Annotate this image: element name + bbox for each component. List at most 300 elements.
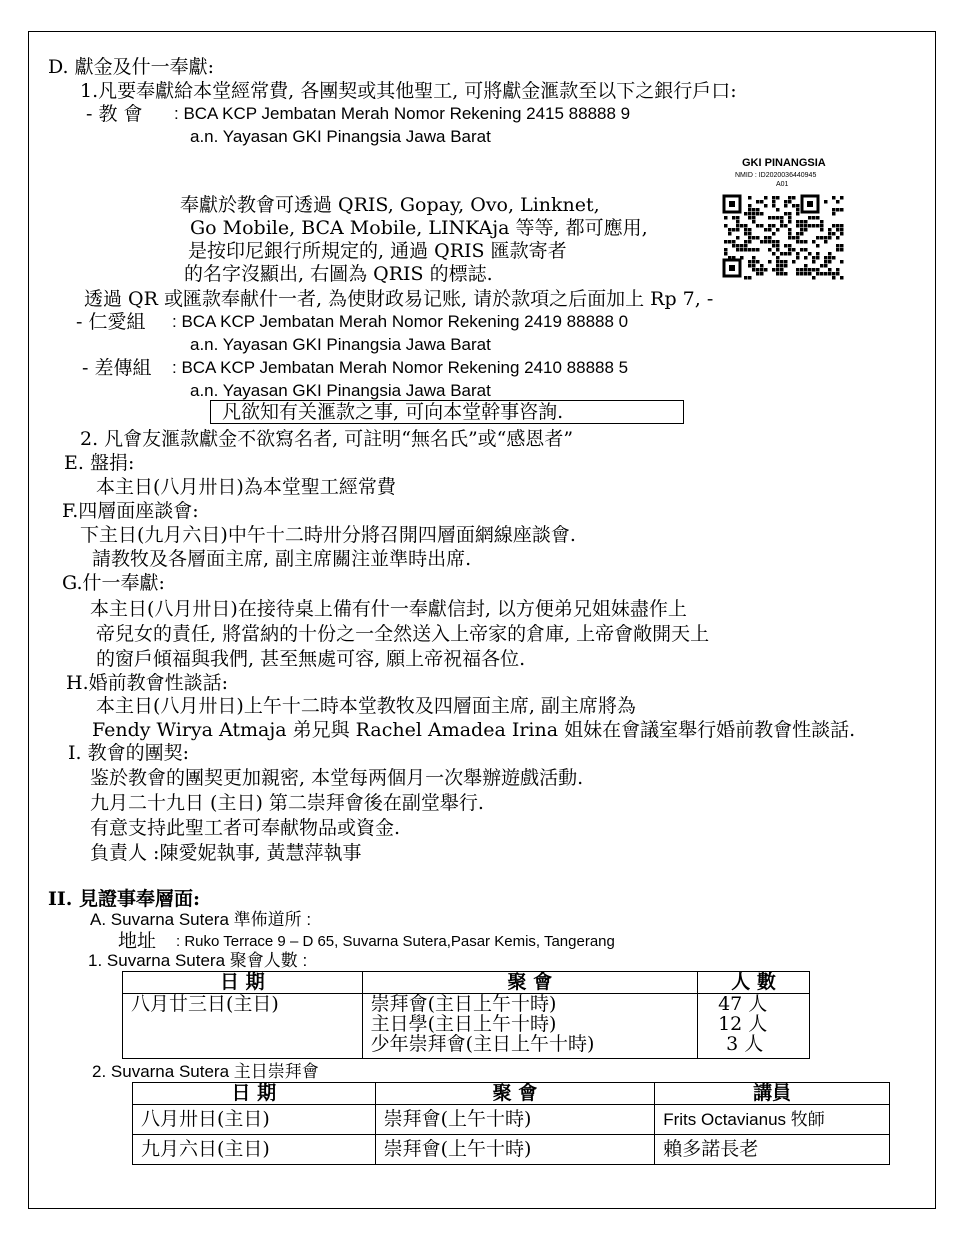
section-i-line3: 有意支持此聖工者可奉献物品或資金. — [90, 817, 401, 839]
qr-module — [752, 216, 756, 220]
section-f-heading: F.四層面座談會: — [62, 500, 199, 522]
section-i-line4: 負責人 :陳愛妮執事, 黃慧萍執事 — [90, 842, 362, 864]
qr-module — [764, 240, 768, 244]
qr-module — [744, 212, 748, 216]
qr-module — [804, 240, 808, 244]
qr-module — [752, 212, 756, 216]
section-i-line2: 九月二十九日 (主日) 第二崇拜會後在副堂舉行. — [90, 792, 484, 814]
qr-module — [792, 260, 796, 264]
address-label: 地址 — [118, 930, 157, 952]
qr-module — [772, 244, 776, 248]
qr-module — [800, 268, 804, 272]
qris-line-3: 是按印尼銀行所規定的, 通過 QRIS 匯款寄者 — [188, 240, 567, 262]
qr-module — [816, 216, 820, 220]
qr-module — [800, 220, 804, 224]
qr-module — [816, 244, 820, 248]
qr-module — [828, 256, 832, 260]
qr-module — [836, 200, 840, 204]
qr-module — [796, 220, 800, 224]
qr-module — [840, 228, 844, 232]
worship-speaker: 賴多諾長老 — [655, 1135, 890, 1165]
section-d-item2: 2. 凡會友滙款獻金不欲寫名者, 可註明“無名氏”或“感恩者” — [80, 428, 574, 450]
section-e-line1: 本主日(八月卅日)為本堂聖工經常費 — [96, 476, 396, 498]
qr-module — [724, 224, 728, 228]
qr-module — [748, 208, 752, 212]
qr-module — [836, 224, 840, 228]
qr-module — [744, 232, 748, 236]
qr-module — [820, 220, 824, 224]
church-account-bank: : BCA KCP Jembatan Merah Nomor Rekening 2415 88888 9 — [174, 104, 631, 123]
church-account-label: - 教 會 — [86, 103, 143, 125]
qr-module — [812, 216, 816, 220]
qr-module — [832, 276, 836, 280]
qr-module — [748, 196, 752, 200]
qr-module — [796, 212, 800, 216]
qr-module — [828, 252, 832, 256]
qr-module — [824, 256, 828, 260]
qr-module — [776, 216, 780, 220]
qr-module — [752, 260, 756, 264]
qr-module — [768, 260, 772, 264]
qr-module — [756, 212, 760, 216]
qr-module — [808, 268, 812, 272]
count-sunday-school: 12 人 — [718, 1013, 768, 1035]
qr-module — [792, 236, 796, 240]
qr-module — [836, 244, 840, 248]
qr-module — [756, 208, 760, 212]
qr-module — [796, 240, 800, 244]
qr-module — [832, 224, 836, 228]
qr-module — [748, 264, 752, 268]
qr-module — [760, 264, 764, 268]
qr-module — [796, 272, 800, 276]
qr-module — [792, 204, 796, 208]
qr-module — [804, 264, 808, 268]
qr-module — [824, 200, 828, 204]
qr-module — [836, 208, 840, 212]
qr-module — [824, 236, 828, 240]
qr-module — [744, 244, 748, 248]
qr-module — [832, 212, 836, 216]
qr-module — [740, 224, 744, 228]
qr-module — [768, 216, 772, 220]
qr-module — [732, 228, 736, 232]
qr-module — [788, 248, 792, 252]
qr-module — [812, 224, 816, 228]
qr-module — [808, 224, 812, 228]
qr-module — [800, 272, 804, 276]
qr-module — [768, 224, 772, 228]
section-d-item1: 1.凡要奉獻給本堂經常費, 各團契或其他聖工, 可將獻金滙款至以下之銀行戶口: — [80, 80, 737, 102]
church-account-name: a.n. Yayasan GKI Pinangsia Jawa Barat — [190, 127, 491, 146]
qr-module — [784, 272, 788, 276]
qr-module — [828, 272, 832, 276]
qr-module — [788, 220, 792, 224]
qr-module — [760, 240, 764, 244]
qr-module — [756, 248, 760, 252]
qr-module — [784, 224, 788, 228]
qr-module — [824, 264, 828, 268]
qr-module — [772, 224, 776, 228]
header-speaker: 講員 — [655, 1083, 890, 1105]
mission-account-label: - 差傳組 — [82, 357, 152, 379]
qr-module — [796, 268, 800, 272]
worship-date: 八月卅日(主日) — [133, 1105, 376, 1135]
qr-module — [796, 208, 800, 212]
attendance-table — [122, 971, 810, 1059]
qr-module — [768, 240, 772, 244]
qr-module — [840, 276, 844, 280]
qr-module — [840, 232, 844, 236]
worship-meeting: 崇拜會(上午十時) — [375, 1135, 655, 1165]
section-g-line3: 的窗戶傾福與我們, 甚至無處可容, 願上帝祝福各位. — [96, 648, 526, 670]
qr-module — [772, 196, 776, 200]
qr-module — [740, 248, 744, 252]
count-youth-worship: 3 人 — [726, 1033, 764, 1055]
qr-module — [776, 260, 780, 264]
qr-module — [784, 252, 788, 256]
section-g-line1: 本主日(八月卅日)在接待桌上備有什一奉獻信封, 以方便弟兄姐妹盡作上 — [90, 598, 687, 620]
attendance-table-title: 1. Suvarna Sutera 聚會人數 : — [88, 951, 308, 970]
qr-module — [784, 244, 788, 248]
qr-module — [792, 196, 796, 200]
qr-module — [780, 264, 784, 268]
worship-header-row — [133, 1083, 890, 1105]
qr-module — [756, 200, 760, 204]
qr-module — [760, 200, 764, 204]
attendance-date: 八月廿三日(主日) — [123, 994, 363, 1059]
qr-module — [828, 268, 832, 272]
qr-module — [748, 240, 752, 244]
qr-module — [736, 228, 740, 232]
qr-module — [804, 224, 808, 228]
qr-module — [832, 196, 836, 200]
qr-module — [832, 272, 836, 276]
qr-module — [812, 268, 816, 272]
qr-module — [760, 224, 764, 228]
qr-module — [772, 204, 776, 208]
qr-module — [776, 244, 780, 248]
address-value: : Ruko Terrace 9 – D 65, Suvarna Sutera,Pasar Kemis, Tangerang — [176, 933, 615, 950]
qr-module — [824, 272, 828, 276]
preaching-post-line: A. Suvarna Sutera 準佈道所 : — [90, 910, 312, 929]
meeting-worship: 崇拜會(主日上午十時) — [370, 993, 557, 1015]
qr-module — [824, 260, 828, 264]
qr-module — [796, 256, 800, 260]
meeting-sunday-school: 主日學(主日上午十時) — [370, 1013, 557, 1035]
qris-line-4: 的名字沒顯出, 右圖為 QRIS 的標誌. — [184, 263, 493, 285]
qr-module — [808, 252, 812, 256]
qr-module — [788, 252, 792, 256]
worship-schedule-table — [132, 1082, 890, 1165]
qr-module — [804, 272, 808, 276]
inquiry-notice: 凡欲知有关滙款之事, 可向本堂幹事咨詢. — [222, 401, 564, 423]
qr-module — [840, 208, 844, 212]
attendance-meetings — [362, 994, 697, 1059]
qr-module — [784, 260, 788, 264]
attendance-counts — [698, 994, 810, 1059]
qr-module — [812, 240, 816, 244]
love-account-name: a.n. Yayasan GKI Pinangsia Jawa Barat — [190, 335, 491, 354]
worship-meeting: 崇拜會(上午十時) — [375, 1105, 655, 1135]
qr-module — [752, 264, 756, 268]
tithe-note: 透過 QR 或匯款奉献什一者, 為使財政易记账, 请於款項之后面加上 Rp 7, - — [84, 288, 714, 310]
qr-module — [792, 248, 796, 252]
qr-module — [748, 248, 752, 252]
qr-module — [780, 268, 784, 272]
qr-module — [804, 256, 808, 260]
qr-module — [836, 248, 840, 252]
qr-module — [756, 236, 760, 240]
qr-module — [736, 244, 740, 248]
qr-module — [732, 240, 736, 244]
header-date: 日 期 — [133, 1083, 376, 1105]
qr-module — [780, 260, 784, 264]
qr-title: GKI PINANGSIA — [742, 157, 826, 169]
qr-module — [732, 216, 736, 220]
section-g-heading: G.什一奉獻: — [62, 572, 165, 594]
section-i-line1: 鉴於教會的團契更加親密, 本堂每两個月一次舉辦遊戲活動. — [90, 767, 584, 789]
qr-module — [724, 248, 728, 252]
qr-module — [736, 224, 740, 228]
meeting-youth-worship: 少年崇拜會(主日上午十時) — [370, 1033, 595, 1055]
qr-module — [788, 228, 792, 232]
qr-module — [732, 244, 736, 248]
section-i-heading: I. 教會的團契: — [68, 742, 189, 764]
qr-module — [816, 224, 820, 228]
qr-module — [784, 200, 788, 204]
qr-module — [768, 236, 772, 240]
count-worship: 47 人 — [718, 993, 768, 1015]
qr-module — [748, 204, 752, 208]
qr-module — [728, 232, 732, 236]
qr-module — [804, 248, 808, 252]
qr-module — [748, 260, 752, 264]
qr-module — [776, 240, 780, 244]
qr-module — [812, 260, 816, 264]
attendance-data-row — [123, 994, 810, 1059]
qr-module — [772, 240, 776, 244]
qr-module — [796, 224, 800, 228]
qr-module — [744, 224, 748, 228]
qr-module — [840, 248, 844, 252]
qr-module — [812, 276, 816, 280]
qr-module — [768, 248, 772, 252]
qr-module — [804, 268, 808, 272]
qr-module — [828, 260, 832, 264]
qr-module — [816, 272, 820, 276]
qr-module — [800, 224, 804, 228]
section-ii-heading: II. 見證事奉層面: — [48, 888, 201, 910]
qr-module — [752, 220, 756, 224]
section-h-line2: Fendy Wirya Atmaja 弟兄與 Rachel Amadea Irina 姐妹在會議室舉行婚前教會性談話. — [92, 719, 856, 741]
qr-nmid: NMID : ID2020036440945 — [735, 172, 817, 179]
qr-module — [800, 232, 804, 236]
qr-module — [796, 236, 800, 240]
qr-module — [764, 236, 768, 240]
qr-module — [780, 224, 784, 228]
qr-module — [828, 228, 832, 232]
qr-module — [760, 212, 764, 216]
qr-module — [796, 252, 800, 256]
qr-module — [780, 216, 784, 220]
qr-module — [744, 248, 748, 252]
qr-module — [776, 264, 780, 268]
qr-module — [788, 212, 792, 216]
qr-module — [828, 232, 832, 236]
qr-module — [756, 268, 760, 272]
qr-module — [784, 264, 788, 268]
qr-module — [796, 232, 800, 236]
qris-qr-code-icon — [722, 154, 844, 280]
qr-module — [744, 240, 748, 244]
qr-module — [760, 268, 764, 272]
qr-module — [812, 256, 816, 260]
qr-module — [816, 256, 820, 260]
section-h-heading: H.婚前教會性談話: — [66, 672, 229, 694]
qris-line-2: Go Mobile, BCA Mobile, LINKAja 等等, 都可應用, — [190, 217, 648, 239]
qr-module — [736, 220, 740, 224]
qr-module — [788, 244, 792, 248]
qr-module — [772, 200, 776, 204]
table-row — [133, 1105, 890, 1135]
qr-module — [732, 256, 736, 260]
qr-module — [832, 256, 836, 260]
love-account-bank: : BCA KCP Jembatan Merah Nomor Rekening 2419 88888 0 — [172, 312, 629, 331]
mission-account-bank: : BCA KCP Jembatan Merah Nomor Rekening 2410 88888 5 — [172, 358, 629, 377]
qr-module — [836, 228, 840, 232]
section-f-line1: 下主日(九月六日)中午十二時卅分將召開四層面網線座談會. — [80, 524, 576, 546]
qr-module — [736, 248, 740, 252]
qr-module — [800, 248, 804, 252]
qr-module — [840, 224, 844, 228]
qr-module — [788, 196, 792, 200]
qr-module — [756, 224, 760, 228]
qr-module — [816, 252, 820, 256]
qr-module — [768, 228, 772, 232]
qr-module — [776, 228, 780, 232]
qr-module — [756, 272, 760, 276]
worship-date: 九月六日(主日) — [133, 1135, 376, 1165]
qr-module — [744, 228, 748, 232]
qr-module — [816, 236, 820, 240]
qris-line-1: 奉獻於教會可透過 QRIS, Gopay, Ovo, Linknet, — [180, 194, 600, 216]
qr-module — [836, 272, 840, 276]
qr-module — [764, 204, 768, 208]
mission-account-name: a.n. Yayasan GKI Pinangsia Jawa Barat — [190, 381, 491, 400]
qr-module — [728, 240, 732, 244]
qr-module — [804, 220, 808, 224]
table-row — [133, 1135, 890, 1165]
qr-module — [776, 272, 780, 276]
qr-module — [752, 268, 756, 272]
qr-module — [776, 256, 780, 260]
qr-module — [828, 236, 832, 240]
qr-module — [780, 272, 784, 276]
section-d-heading: D. 獻金及什一奉獻: — [48, 56, 215, 78]
qr-module — [776, 196, 780, 200]
worship-table-title: 2. Suvarna Sutera 主日崇拜會 — [92, 1062, 319, 1081]
qr-module — [760, 272, 764, 276]
qr-module — [824, 240, 828, 244]
qr-module — [796, 204, 800, 208]
qr-module — [748, 276, 752, 280]
qr-module — [776, 248, 780, 252]
qr-module — [748, 232, 752, 236]
attendance-header-row — [123, 972, 810, 994]
qr-module — [832, 208, 836, 212]
qr-module — [816, 268, 820, 272]
header-count: 人 數 — [698, 972, 810, 994]
qr-module — [756, 260, 760, 264]
qr-code-label: A01 — [776, 181, 789, 188]
qr-module — [736, 216, 740, 220]
qr-module — [832, 232, 836, 236]
love-account-label: - 仁愛組 — [76, 311, 146, 333]
qr-module — [780, 252, 784, 256]
qr-module — [748, 236, 752, 240]
section-e-heading: E. 盤捐: — [64, 452, 135, 474]
qr-module — [740, 256, 744, 260]
qr-module — [804, 228, 808, 232]
qr-module — [728, 256, 732, 260]
qr-module — [764, 228, 768, 232]
qr-module — [788, 232, 792, 236]
qr-module — [748, 212, 752, 216]
header-meeting: 聚 會 — [375, 1083, 655, 1105]
qr-module — [820, 236, 824, 240]
qr-module — [784, 212, 788, 216]
qr-module — [820, 228, 824, 232]
qr-module — [740, 244, 744, 248]
qr-module — [724, 216, 728, 220]
qr-module — [752, 236, 756, 240]
qr-module — [840, 260, 844, 264]
qr-module — [780, 220, 784, 224]
qr-module — [820, 264, 824, 268]
qr-module — [736, 236, 740, 240]
qr-module — [836, 268, 840, 272]
qr-module — [724, 252, 728, 256]
qr-module — [764, 268, 768, 272]
section-f-line2: 請教牧及各層面主席, 副主席關注並準時出席. — [92, 548, 472, 570]
qr-module — [776, 208, 780, 212]
header-date: 日 期 — [123, 972, 363, 994]
qr-module — [776, 268, 780, 272]
qr-module — [800, 240, 804, 244]
qr-module — [772, 232, 776, 236]
qr-module — [808, 272, 812, 276]
qr-module — [728, 228, 732, 232]
qr-module — [764, 196, 768, 200]
qr-module — [724, 240, 728, 244]
header-meeting: 聚 會 — [362, 972, 697, 994]
qr-module — [744, 276, 748, 280]
qr-module — [840, 196, 844, 200]
qr-module — [772, 268, 776, 272]
qr-module — [752, 208, 756, 212]
qr-module — [748, 216, 752, 220]
qr-module — [788, 236, 792, 240]
qr-module — [772, 216, 776, 220]
section-g-line2: 帝兒女的責任, 將當納的十份之一全然送入上帝家的倉庫, 上帝會敞開天上 — [96, 623, 710, 645]
qr-module — [800, 228, 804, 232]
qr-module — [784, 204, 788, 208]
qr-module — [820, 272, 824, 276]
qr-module — [788, 216, 792, 220]
qr-module — [820, 224, 824, 228]
qr-module — [752, 248, 756, 252]
